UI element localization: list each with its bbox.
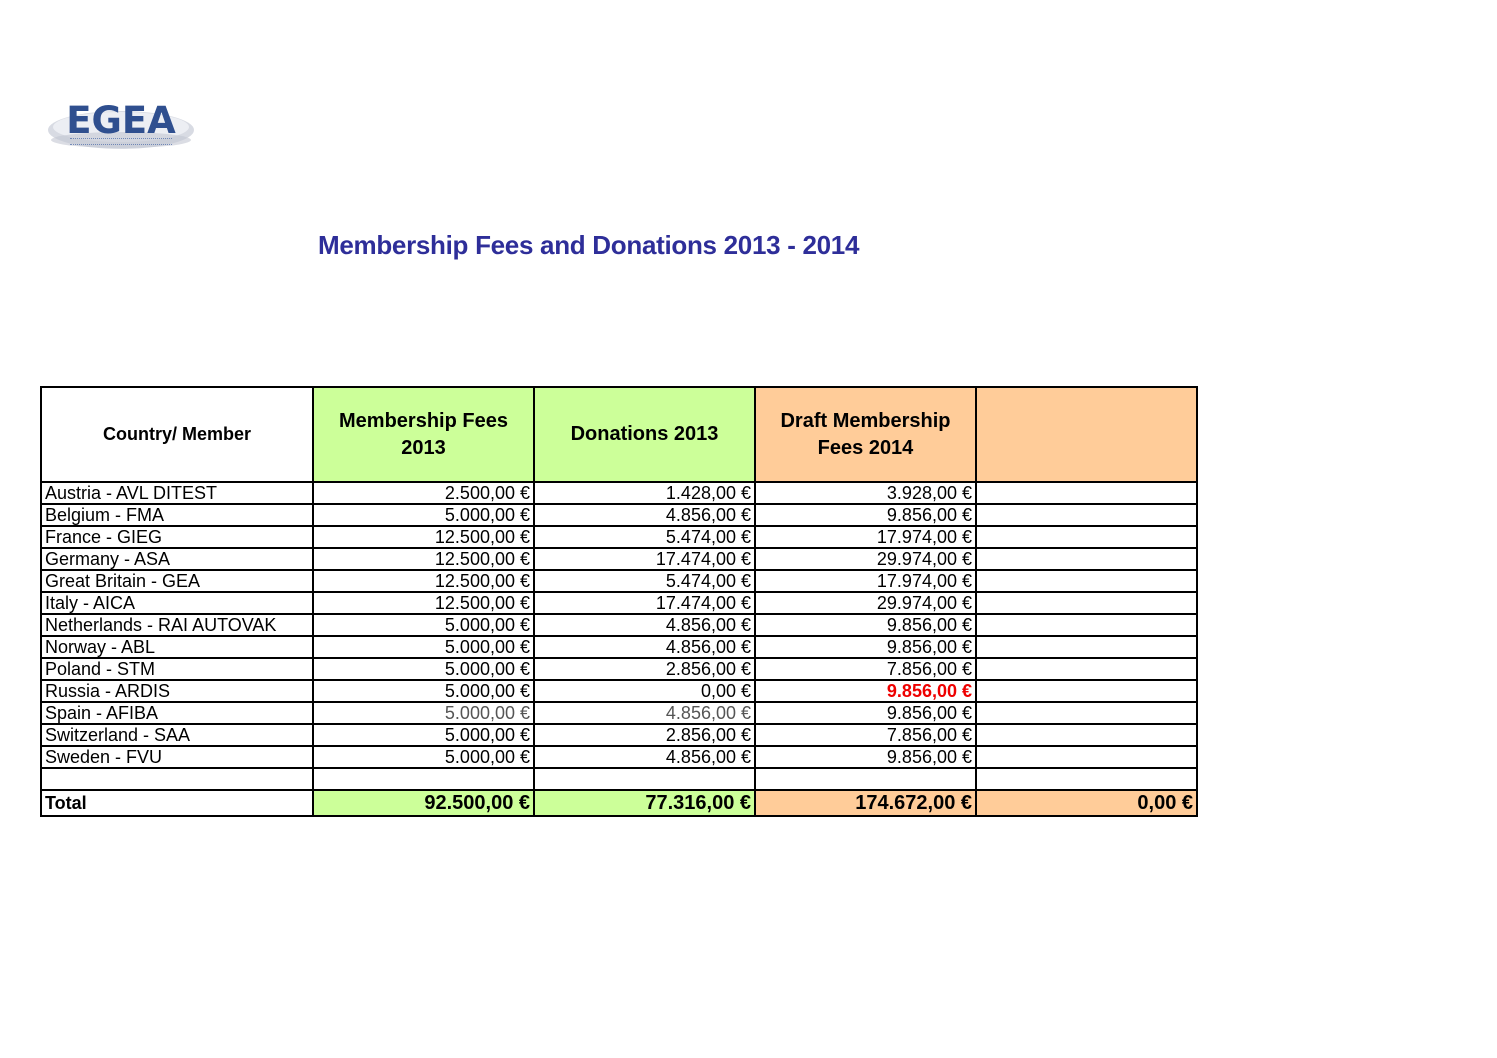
cell-donations-2013: 4.856,00 € [534, 702, 755, 724]
cell-donations-2013: 17.474,00 € [534, 548, 755, 570]
total-donations-2013: 77.316,00 € [534, 790, 755, 816]
cell-extra [976, 482, 1197, 504]
logo-tagline-lines [70, 138, 172, 145]
cell-fees-2014: 29.974,00 € [755, 548, 976, 570]
cell-donations-2013: 4.856,00 € [534, 504, 755, 526]
table-total-row [41, 790, 1197, 816]
cell-fees-2014: 9.856,00 € [755, 746, 976, 768]
header-donations-2013: Donations 2013 [534, 387, 755, 482]
header-draft-membership-fees-2014: Draft Membership Fees 2014 [755, 387, 976, 482]
cell-member: Switzerland - SAA [41, 724, 313, 746]
cell-blank [41, 768, 313, 790]
cell-extra [976, 702, 1197, 724]
cell-fees-2013: 12.500,00 € [313, 526, 534, 548]
total-fees-2014: 174.672,00 € [755, 790, 976, 816]
table-row [41, 592, 1197, 614]
cell-extra [976, 636, 1197, 658]
cell-member: Sweden - FVU [41, 746, 313, 768]
cell-blank [313, 768, 534, 790]
cell-fees-2014: 7.856,00 € [755, 724, 976, 746]
cell-fees-2014: 17.974,00 € [755, 570, 976, 592]
cell-donations-2013: 4.856,00 € [534, 636, 755, 658]
cell-extra [976, 724, 1197, 746]
total-extra: 0,00 € [976, 790, 1197, 816]
egea-logo [46, 100, 196, 154]
cell-member: Netherlands - RAI AUTOVAK [41, 614, 313, 636]
cell-member: Italy - AICA [41, 592, 313, 614]
table-row [41, 614, 1197, 636]
cell-extra [976, 592, 1197, 614]
cell-member: Russia - ARDIS [41, 680, 313, 702]
cell-extra [976, 548, 1197, 570]
cell-extra [976, 614, 1197, 636]
header-country-member: Country/ Member [41, 387, 313, 482]
cell-fees-2013: 5.000,00 € [313, 680, 534, 702]
cell-donations-2013: 17.474,00 € [534, 592, 755, 614]
cell-donations-2013: 5.474,00 € [534, 570, 755, 592]
cell-extra [976, 570, 1197, 592]
table-row [41, 658, 1197, 680]
cell-fees-2013: 5.000,00 € [313, 614, 534, 636]
cell-donations-2013: 4.856,00 € [534, 746, 755, 768]
page-title: Membership Fees and Donations 2013 - 2014 [318, 230, 860, 260]
cell-fees-2013: 12.500,00 € [313, 570, 534, 592]
cell-member: Austria - AVL DITEST [41, 482, 313, 504]
cell-member: Belgium - FMA [41, 504, 313, 526]
table-row [41, 680, 1197, 702]
cell-member: France - GIEG [41, 526, 313, 548]
cell-donations-2013: 5.474,00 € [534, 526, 755, 548]
table-row [41, 636, 1197, 658]
cell-fees-2014: 17.974,00 € [755, 526, 976, 548]
cell-fees-2014: 7.856,00 € [755, 658, 976, 680]
cell-fees-2014: 9.856,00 € [755, 614, 976, 636]
table-row [41, 724, 1197, 746]
cell-fees-2013: 12.500,00 € [313, 548, 534, 570]
table-row [41, 746, 1197, 768]
table-row [41, 570, 1197, 592]
cell-donations-2013: 1.428,00 € [534, 482, 755, 504]
cell-donations-2013: 2.856,00 € [534, 658, 755, 680]
fees-table [40, 386, 1198, 817]
header-membership-fees-2013: Membership Fees 2013 [313, 387, 534, 482]
cell-member: Great Britain - GEA [41, 570, 313, 592]
table-row [41, 548, 1197, 570]
table-blank-row [41, 768, 1197, 790]
cell-fees-2013: 5.000,00 € [313, 702, 534, 724]
cell-fees-2014: 3.928,00 € [755, 482, 976, 504]
table-row [41, 504, 1197, 526]
cell-donations-2013: 0,00 € [534, 680, 755, 702]
table-row [41, 526, 1197, 548]
cell-extra [976, 526, 1197, 548]
cell-fees-2013: 5.000,00 € [313, 636, 534, 658]
table-header-row [41, 387, 1197, 482]
cell-blank [976, 768, 1197, 790]
cell-member: Poland - STM [41, 658, 313, 680]
cell-blank [755, 768, 976, 790]
cell-fees-2014: 9.856,00 € [755, 504, 976, 526]
cell-extra [976, 746, 1197, 768]
cell-fees-2014: 29.974,00 € [755, 592, 976, 614]
total-label: Total [41, 790, 313, 816]
cell-fees-2014: 9.856,00 € [755, 702, 976, 724]
cell-member: Germany - ASA [41, 548, 313, 570]
cell-fees-2013: 5.000,00 € [313, 746, 534, 768]
cell-fees-2014: 9.856,00 € [755, 636, 976, 658]
cell-fees-2014: 9.856,00 € [755, 680, 976, 702]
table-row [41, 702, 1197, 724]
cell-fees-2013: 5.000,00 € [313, 658, 534, 680]
cell-fees-2013: 2.500,00 € [313, 482, 534, 504]
cell-extra [976, 680, 1197, 702]
table-row [41, 482, 1197, 504]
cell-donations-2013: 2.856,00 € [534, 724, 755, 746]
total-fees-2013: 92.500,00 € [313, 790, 534, 816]
cell-donations-2013: 4.856,00 € [534, 614, 755, 636]
cell-fees-2013: 5.000,00 € [313, 504, 534, 526]
cell-fees-2013: 5.000,00 € [313, 724, 534, 746]
cell-extra [976, 658, 1197, 680]
header-empty [976, 387, 1197, 482]
logo-text: EGEA [66, 99, 176, 142]
cell-fees-2013: 12.500,00 € [313, 592, 534, 614]
cell-blank [534, 768, 755, 790]
cell-member: Spain - AFIBA [41, 702, 313, 724]
cell-member: Norway - ABL [41, 636, 313, 658]
cell-extra [976, 504, 1197, 526]
